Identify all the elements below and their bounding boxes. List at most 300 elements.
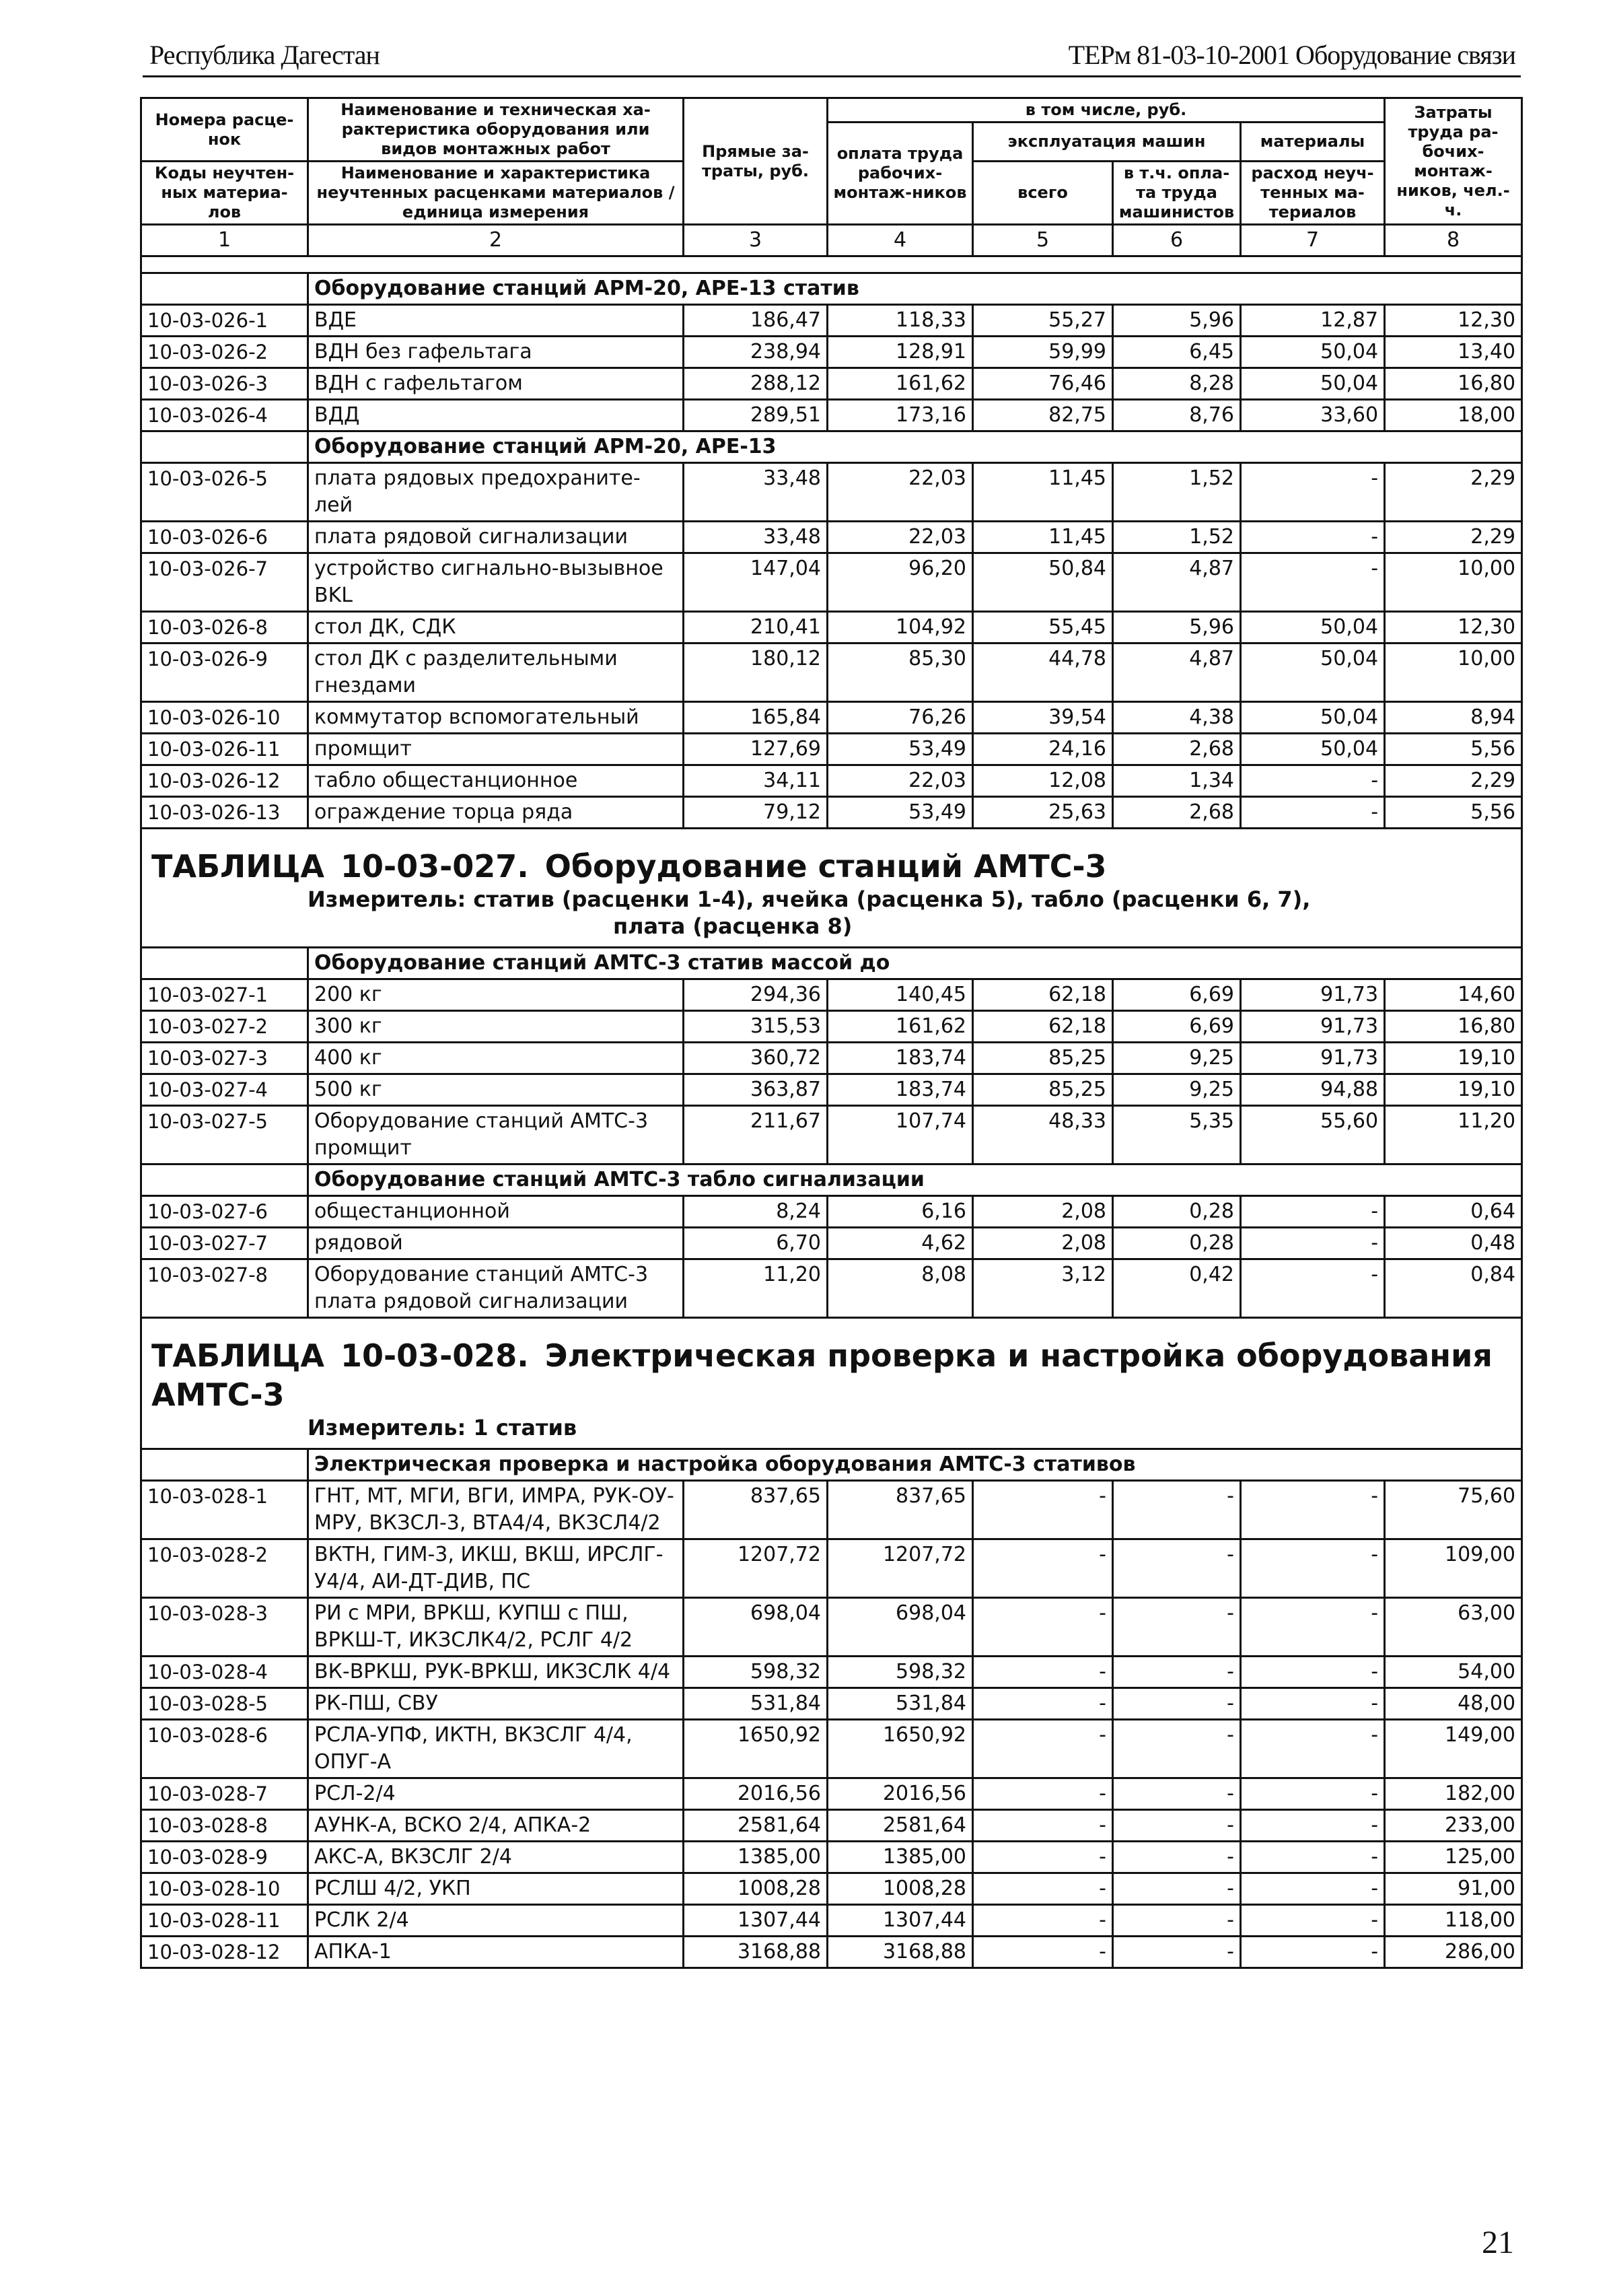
- rate-row: [141, 1810, 1522, 1842]
- section-spacer-cell: [141, 948, 308, 979]
- direct-costs-cell: 238,94: [684, 337, 828, 368]
- direct-costs-cell: 837,65: [684, 1481, 828, 1539]
- worker-wages-cell: 53,49: [828, 734, 973, 765]
- rate-code-cell: 10-03-026-13: [141, 797, 308, 829]
- materials-cell: 50,04: [1241, 612, 1385, 643]
- work-name-cell: РСЛК 2/4: [308, 1905, 684, 1937]
- col-labor-hours-head: Затраты труда ра-бочих-монтаж-ников, чел.-ч.: [1385, 98, 1522, 225]
- rate-code-cell: 10-03-026-11: [141, 734, 308, 765]
- column-number: 2: [308, 225, 684, 256]
- materials-cell: 55,60: [1241, 1106, 1385, 1164]
- work-name-cell: Оборудование станций АМТС-3 плата рядовой сигнализации: [308, 1259, 684, 1318]
- rate-code-cell: 10-03-028-12: [141, 1937, 308, 1968]
- measure-label: Измеритель:: [308, 886, 466, 912]
- labor-hours-cell: 19,10: [1385, 1043, 1522, 1074]
- work-name-cell: плата рядовых предохраните-лей: [308, 463, 684, 522]
- rate-code-cell: 10-03-026-8: [141, 612, 308, 643]
- table-label: ТАБЛИЦА: [151, 1337, 325, 1374]
- work-name-cell: РК-ПШ, СВУ: [308, 1688, 684, 1720]
- rate-row: [141, 797, 1522, 829]
- worker-wages-cell: 6,16: [828, 1196, 973, 1228]
- table-title: [151, 1336, 1511, 1414]
- col-wages-head: оплата труда рабочих-монтаж-ников: [828, 123, 973, 225]
- section-title: Оборудование станций АМТС-3 табло сигнализации: [308, 1164, 1522, 1196]
- rates-table: [140, 97, 1523, 1969]
- machinist-wages-cell: 8,28: [1113, 368, 1241, 400]
- table-10-03-027-heading: [141, 829, 1522, 948]
- labor-hours-cell: 48,00: [1385, 1688, 1522, 1720]
- worker-wages-cell: 531,84: [828, 1688, 973, 1720]
- worker-wages-cell: 53,49: [828, 797, 973, 829]
- rate-row: [141, 1074, 1522, 1106]
- machine-operation-total-cell: 2,08: [973, 1196, 1113, 1228]
- machinist-wages-cell: -: [1113, 1539, 1241, 1598]
- column-number: 8: [1385, 225, 1522, 256]
- column-number: 3: [684, 225, 828, 256]
- rate-row: [141, 1106, 1522, 1164]
- machine-operation-total-cell: -: [973, 1720, 1113, 1778]
- materials-cell: -: [1241, 1842, 1385, 1873]
- direct-costs-cell: 180,12: [684, 643, 828, 702]
- work-name-cell: РСЛШ 4/2, УКП: [308, 1873, 684, 1905]
- rate-code-cell: 10-03-027-7: [141, 1228, 308, 1259]
- work-name-cell: стол ДК, СДК: [308, 612, 684, 643]
- rate-code-cell: 10-03-028-7: [141, 1778, 308, 1810]
- machinist-wages-cell: 0,42: [1113, 1259, 1241, 1318]
- labor-hours-cell: 2,29: [1385, 522, 1522, 553]
- rate-row: [141, 1228, 1522, 1259]
- worker-wages-cell: 76,26: [828, 702, 973, 734]
- rate-code-cell: 10-03-026-10: [141, 702, 308, 734]
- machinist-wages-cell: -: [1113, 1905, 1241, 1937]
- header-document-code: ТЕРм 81-03-10-2001 Оборудование связи: [1068, 40, 1515, 70]
- labor-hours-cell: 91,00: [1385, 1873, 1522, 1905]
- materials-cell: -: [1241, 1598, 1385, 1657]
- direct-costs-cell: 1307,44: [684, 1905, 828, 1937]
- table-10-03-028-heading-row: [141, 1318, 1522, 1449]
- machine-operation-total-cell: 44,78: [973, 643, 1113, 702]
- rate-row: [141, 643, 1522, 702]
- machine-operation-total-cell: 25,63: [973, 797, 1113, 829]
- direct-costs-cell: 165,84: [684, 702, 828, 734]
- machine-operation-total-cell: -: [973, 1937, 1113, 1968]
- measure-unit-continued: плата (расценка 8): [613, 913, 853, 939]
- worker-wages-cell: 3168,88: [828, 1937, 973, 1968]
- work-name-cell: табло общестанционное: [308, 765, 684, 797]
- table-number: 10-03-027.: [340, 848, 529, 884]
- labor-hours-cell: 10,00: [1385, 553, 1522, 612]
- machinist-wages-cell: -: [1113, 1688, 1241, 1720]
- measure-value: 1 статив: [473, 1415, 577, 1440]
- worker-wages-cell: 140,45: [828, 979, 973, 1011]
- rate-code-cell: 10-03-028-10: [141, 1873, 308, 1905]
- rate-code-cell: 10-03-026-3: [141, 368, 308, 400]
- materials-cell: -: [1241, 1259, 1385, 1318]
- worker-wages-cell: 161,62: [828, 1011, 973, 1043]
- section-spacer-cell: [141, 273, 308, 305]
- labor-hours-cell: 2,29: [1385, 765, 1522, 797]
- machinist-wages-cell: 6,45: [1113, 337, 1241, 368]
- rate-code-cell: 10-03-026-1: [141, 305, 308, 337]
- machine-operation-total-cell: -: [973, 1842, 1113, 1873]
- work-name-cell: РИ с МРИ, ВРКШ, КУПШ с ПШ, ВРКШ-Т, ИКЗСЛК4/2, РСЛГ 4/2: [308, 1598, 684, 1657]
- machine-operation-total-cell: 50,84: [973, 553, 1113, 612]
- machinist-wages-cell: 8,76: [1113, 400, 1241, 431]
- materials-cell: 50,04: [1241, 702, 1385, 734]
- rate-row: [141, 765, 1522, 797]
- labor-hours-cell: 12,30: [1385, 612, 1522, 643]
- labor-hours-cell: 75,60: [1385, 1481, 1522, 1539]
- worker-wages-cell: 1008,28: [828, 1873, 973, 1905]
- header-row-1: [141, 98, 1522, 123]
- col-material-usage-head: расход неуч-тенных ма-териалов: [1241, 162, 1385, 225]
- materials-cell: -: [1241, 1778, 1385, 1810]
- measure-unit: [151, 1414, 1511, 1441]
- direct-costs-cell: 33,48: [684, 522, 828, 553]
- section-title: Оборудование станций АРМ-20, АРЕ-13: [308, 431, 1522, 463]
- machine-operation-total-cell: 55,45: [973, 612, 1113, 643]
- direct-costs-cell: 2581,64: [684, 1810, 828, 1842]
- worker-wages-cell: 22,03: [828, 765, 973, 797]
- worker-wages-cell: 598,32: [828, 1657, 973, 1688]
- machine-operation-total-cell: -: [973, 1657, 1113, 1688]
- worker-wages-cell: 118,33: [828, 305, 973, 337]
- rate-row: [141, 1011, 1522, 1043]
- work-name-cell: ВДЕ: [308, 305, 684, 337]
- rate-row: [141, 368, 1522, 400]
- spacer-row: [141, 256, 1522, 273]
- direct-costs-cell: 598,32: [684, 1657, 828, 1688]
- work-name-cell: плата рядовой сигнализации: [308, 522, 684, 553]
- rate-row: [141, 1043, 1522, 1074]
- rate-row: [141, 337, 1522, 368]
- materials-cell: -: [1241, 1720, 1385, 1778]
- rate-code-cell: 10-03-026-4: [141, 400, 308, 431]
- col-machinists-wages-head: в т.ч. опла-та труда машинистов: [1113, 162, 1241, 225]
- materials-cell: 50,04: [1241, 337, 1385, 368]
- rate-row: [141, 734, 1522, 765]
- machine-operation-total-cell: 11,45: [973, 522, 1113, 553]
- labor-hours-cell: 18,00: [1385, 400, 1522, 431]
- col-machines-head: эксплуатация машин: [973, 123, 1241, 162]
- work-name-cell: 300 кг: [308, 1011, 684, 1043]
- work-name-cell: РСЛА-УПФ, ИКТН, ВКЗСЛГ 4/4, ОПУГ-А: [308, 1720, 684, 1778]
- labor-hours-cell: 19,10: [1385, 1074, 1522, 1106]
- labor-hours-cell: 16,80: [1385, 1011, 1522, 1043]
- worker-wages-cell: 107,74: [828, 1106, 973, 1164]
- rate-code-cell: 10-03-028-6: [141, 1720, 308, 1778]
- machine-operation-total-cell: -: [973, 1598, 1113, 1657]
- labor-hours-cell: 16,80: [1385, 368, 1522, 400]
- column-number: 6: [1113, 225, 1241, 256]
- machinist-wages-cell: 2,68: [1113, 797, 1241, 829]
- table-title: [151, 847, 1511, 886]
- section-title: Оборудование станций АРМ-20, АРЕ-13 статив: [308, 273, 1522, 305]
- rate-code-cell: 10-03-027-2: [141, 1011, 308, 1043]
- rate-code-cell: 10-03-027-1: [141, 979, 308, 1011]
- machinist-wages-cell: 1,52: [1113, 463, 1241, 522]
- direct-costs-cell: 360,72: [684, 1043, 828, 1074]
- col-materials-head: материалы: [1241, 123, 1385, 162]
- rate-row: [141, 1481, 1522, 1539]
- machine-operation-total-cell: 62,18: [973, 979, 1113, 1011]
- rate-row: [141, 1259, 1522, 1318]
- direct-costs-cell: 288,12: [684, 368, 828, 400]
- rate-row: [141, 463, 1522, 522]
- worker-wages-cell: 85,30: [828, 643, 973, 702]
- work-name-cell: 400 кг: [308, 1043, 684, 1074]
- worker-wages-cell: 837,65: [828, 1481, 973, 1539]
- materials-cell: -: [1241, 1937, 1385, 1968]
- machinist-wages-cell: 4,38: [1113, 702, 1241, 734]
- rate-row: [141, 1657, 1522, 1688]
- machinist-wages-cell: 5,35: [1113, 1106, 1241, 1164]
- labor-hours-cell: 5,56: [1385, 734, 1522, 765]
- machine-operation-total-cell: -: [973, 1905, 1113, 1937]
- worker-wages-cell: 161,62: [828, 368, 973, 400]
- direct-costs-cell: 289,51: [684, 400, 828, 431]
- machinist-wages-cell: 5,96: [1113, 612, 1241, 643]
- work-name-cell: ВКТН, ГИМ-3, ИКШ, ВКШ, ИРСЛГ-У4/4, АИ-ДТ-ДИВ, ПС: [308, 1539, 684, 1598]
- section-row: [141, 948, 1522, 979]
- direct-costs-cell: 79,12: [684, 797, 828, 829]
- work-name-cell: промщит: [308, 734, 684, 765]
- measure-label: Измеритель:: [308, 1415, 466, 1440]
- machine-operation-total-cell: 85,25: [973, 1043, 1113, 1074]
- materials-cell: -: [1241, 765, 1385, 797]
- table-10-03-028-heading: [141, 1318, 1522, 1449]
- materials-cell: 94,88: [1241, 1074, 1385, 1106]
- work-name-cell: ВДД: [308, 400, 684, 431]
- labor-hours-cell: 14,60: [1385, 979, 1522, 1011]
- labor-hours-cell: 63,00: [1385, 1598, 1522, 1657]
- rate-row: [141, 1688, 1522, 1720]
- col-material-codes-head: Коды неучтен-ных материа-лов: [141, 162, 308, 225]
- direct-costs-cell: 2016,56: [684, 1778, 828, 1810]
- machine-operation-total-cell: -: [973, 1688, 1113, 1720]
- col-rate-number-head: Номера расце-нок: [141, 98, 308, 162]
- worker-wages-cell: 183,74: [828, 1074, 973, 1106]
- materials-cell: -: [1241, 553, 1385, 612]
- materials-cell: -: [1241, 1657, 1385, 1688]
- direct-costs-cell: 127,69: [684, 734, 828, 765]
- rate-code-cell: 10-03-026-7: [141, 553, 308, 612]
- materials-cell: -: [1241, 1481, 1385, 1539]
- machine-operation-total-cell: 85,25: [973, 1074, 1113, 1106]
- machinist-wages-cell: 6,69: [1113, 979, 1241, 1011]
- rate-row: [141, 1196, 1522, 1228]
- rate-code-cell: 10-03-028-3: [141, 1598, 308, 1657]
- work-name-cell: общестанционной: [308, 1196, 684, 1228]
- rate-row: [141, 1598, 1522, 1657]
- machinist-wages-cell: 0,28: [1113, 1228, 1241, 1259]
- rate-code-cell: 10-03-027-8: [141, 1259, 308, 1318]
- direct-costs-cell: 3168,88: [684, 1937, 828, 1968]
- rate-code-cell: 10-03-028-4: [141, 1657, 308, 1688]
- work-name-cell: 200 кг: [308, 979, 684, 1011]
- work-name-cell: АУНК-А, ВСКО 2/4, АПКА-2: [308, 1810, 684, 1842]
- rate-code-cell: 10-03-027-6: [141, 1196, 308, 1228]
- worker-wages-cell: 1650,92: [828, 1720, 973, 1778]
- labor-hours-cell: 286,00: [1385, 1937, 1522, 1968]
- rate-code-cell: 10-03-028-11: [141, 1905, 308, 1937]
- section-spacer-cell: [141, 1449, 308, 1481]
- labor-hours-cell: 12,30: [1385, 305, 1522, 337]
- work-name-cell: устройство сигнально-вызывное BKL: [308, 553, 684, 612]
- rate-code-cell: 10-03-028-2: [141, 1539, 308, 1598]
- labor-hours-cell: 118,00: [1385, 1905, 1522, 1937]
- materials-cell: -: [1241, 1539, 1385, 1598]
- measure-value: статив (расценки 1-4), ячейка (расценка 5), табло (расценки 6, 7),: [473, 886, 1311, 912]
- direct-costs-cell: 1008,28: [684, 1873, 828, 1905]
- machine-operation-total-cell: 12,08: [973, 765, 1113, 797]
- materials-cell: -: [1241, 1688, 1385, 1720]
- machinist-wages-cell: 6,69: [1113, 1011, 1241, 1043]
- work-name-cell: рядовой: [308, 1228, 684, 1259]
- rate-code-cell: 10-03-027-3: [141, 1043, 308, 1074]
- machine-operation-total-cell: 82,75: [973, 400, 1113, 431]
- machine-operation-total-cell: 59,99: [973, 337, 1113, 368]
- rate-code-cell: 10-03-026-5: [141, 463, 308, 522]
- col-name-head: Наименование и техническая ха-рактеристика оборудования или видов монтажных работ: [308, 98, 684, 162]
- work-name-cell: ВДН без гафельтага: [308, 337, 684, 368]
- col-direct-costs-head: Прямые за-траты, руб.: [684, 98, 828, 225]
- machine-operation-total-cell: 62,18: [973, 1011, 1113, 1043]
- machinist-wages-cell: 5,96: [1113, 305, 1241, 337]
- labor-hours-cell: 149,00: [1385, 1720, 1522, 1778]
- direct-costs-cell: 1650,92: [684, 1720, 828, 1778]
- machine-operation-total-cell: 39,54: [973, 702, 1113, 734]
- work-name-cell: ВДН с гафельтагом: [308, 368, 684, 400]
- materials-cell: -: [1241, 522, 1385, 553]
- rate-row: [141, 1778, 1522, 1810]
- materials-cell: -: [1241, 1228, 1385, 1259]
- materials-cell: 50,04: [1241, 643, 1385, 702]
- machine-operation-total-cell: -: [973, 1810, 1113, 1842]
- worker-wages-cell: 22,03: [828, 463, 973, 522]
- header-region: Республика Дагестан: [149, 40, 380, 70]
- rate-code-cell: 10-03-026-2: [141, 337, 308, 368]
- materials-cell: 91,73: [1241, 1043, 1385, 1074]
- worker-wages-cell: 8,08: [828, 1259, 973, 1318]
- labor-hours-cell: 109,00: [1385, 1539, 1522, 1598]
- machine-operation-total-cell: 55,27: [973, 305, 1113, 337]
- direct-costs-cell: 1385,00: [684, 1842, 828, 1873]
- rate-row: [141, 1842, 1522, 1873]
- worker-wages-cell: 4,62: [828, 1228, 973, 1259]
- materials-cell: -: [1241, 1810, 1385, 1842]
- rate-code-cell: 10-03-026-12: [141, 765, 308, 797]
- work-name-cell: РСЛ-2/4: [308, 1778, 684, 1810]
- machinist-wages-cell: 4,87: [1113, 553, 1241, 612]
- machinist-wages-cell: 2,68: [1113, 734, 1241, 765]
- labor-hours-cell: 182,00: [1385, 1778, 1522, 1810]
- rate-code-cell: 10-03-028-8: [141, 1810, 308, 1842]
- rate-code-cell: 10-03-028-5: [141, 1688, 308, 1720]
- machine-operation-total-cell: 48,33: [973, 1106, 1113, 1164]
- labor-hours-cell: 54,00: [1385, 1657, 1522, 1688]
- direct-costs-cell: 6,70: [684, 1228, 828, 1259]
- rate-code-cell: 10-03-026-9: [141, 643, 308, 702]
- direct-costs-cell: 33,48: [684, 463, 828, 522]
- machine-operation-total-cell: 11,45: [973, 463, 1113, 522]
- materials-cell: -: [1241, 1196, 1385, 1228]
- direct-costs-cell: 34,11: [684, 765, 828, 797]
- rate-row: [141, 522, 1522, 553]
- machinist-wages-cell: 1,52: [1113, 522, 1241, 553]
- work-name-cell: стол ДК с разделительными гнездами: [308, 643, 684, 702]
- labor-hours-cell: 0,84: [1385, 1259, 1522, 1318]
- machinist-wages-cell: -: [1113, 1481, 1241, 1539]
- section-row: [141, 1164, 1522, 1196]
- machine-operation-total-cell: 3,12: [973, 1259, 1113, 1318]
- machine-operation-total-cell: -: [973, 1539, 1113, 1598]
- machinist-wages-cell: 4,87: [1113, 643, 1241, 702]
- materials-cell: -: [1241, 463, 1385, 522]
- worker-wages-cell: 1307,44: [828, 1905, 973, 1937]
- labor-hours-cell: 11,20: [1385, 1106, 1522, 1164]
- table-10-03-027-heading-row: [141, 829, 1522, 948]
- direct-costs-cell: 8,24: [684, 1196, 828, 1228]
- rate-code-cell: 10-03-027-4: [141, 1074, 308, 1106]
- column-number: 7: [1241, 225, 1385, 256]
- section-row: [141, 273, 1522, 305]
- machinist-wages-cell: 0,28: [1113, 1196, 1241, 1228]
- machinist-wages-cell: -: [1113, 1842, 1241, 1873]
- worker-wages-cell: 2016,56: [828, 1778, 973, 1810]
- work-name-cell: ограждение торца ряда: [308, 797, 684, 829]
- worker-wages-cell: 1207,72: [828, 1539, 973, 1598]
- rate-row: [141, 702, 1522, 734]
- section-row: [141, 431, 1522, 463]
- table-label: ТАБЛИЦА: [151, 848, 325, 884]
- materials-cell: 12,87: [1241, 305, 1385, 337]
- labor-hours-cell: 125,00: [1385, 1842, 1522, 1873]
- machinist-wages-cell: -: [1113, 1873, 1241, 1905]
- machine-operation-total-cell: 24,16: [973, 734, 1113, 765]
- rate-row: [141, 1937, 1522, 1968]
- labor-hours-cell: 0,64: [1385, 1196, 1522, 1228]
- materials-cell: 91,73: [1241, 1011, 1385, 1043]
- materials-cell: -: [1241, 1873, 1385, 1905]
- labor-hours-cell: 10,00: [1385, 643, 1522, 702]
- table-name: Электрическая проверка и настройка оборудования АМТС-3: [151, 1337, 1493, 1413]
- table-name: Оборудование станций АМТС-3: [544, 848, 1107, 884]
- direct-costs-cell: 186,47: [684, 305, 828, 337]
- machinist-wages-cell: 9,25: [1113, 1074, 1241, 1106]
- materials-cell: -: [1241, 797, 1385, 829]
- work-name-cell: 500 кг: [308, 1074, 684, 1106]
- section-row: [141, 1449, 1522, 1481]
- worker-wages-cell: 96,20: [828, 553, 973, 612]
- direct-costs-cell: 531,84: [684, 1688, 828, 1720]
- work-name-cell: АКС-А, ВКЗСЛГ 2/4: [308, 1842, 684, 1873]
- machine-operation-total-cell: -: [973, 1778, 1113, 1810]
- work-name-cell: коммутатор вспомогательный: [308, 702, 684, 734]
- worker-wages-cell: 2581,64: [828, 1810, 973, 1842]
- direct-costs-cell: 1207,72: [684, 1539, 828, 1598]
- spacer-cell: [141, 256, 1522, 273]
- section-title: Оборудование станций АМТС-3 статив массой до: [308, 948, 1522, 979]
- column-number: 4: [828, 225, 973, 256]
- materials-cell: 50,04: [1241, 734, 1385, 765]
- labor-hours-cell: 2,29: [1385, 463, 1522, 522]
- column-number: 5: [973, 225, 1113, 256]
- labor-hours-cell: 233,00: [1385, 1810, 1522, 1842]
- direct-costs-cell: 11,20: [684, 1259, 828, 1318]
- machine-operation-total-cell: 76,46: [973, 368, 1113, 400]
- work-name-cell: ГНТ, МТ, МГИ, ВГИ, ИМРА, РУК-ОУ-МРУ, ВКЗСЛ-3, ВТА4/4, ВКЗСЛ4/2: [308, 1481, 684, 1539]
